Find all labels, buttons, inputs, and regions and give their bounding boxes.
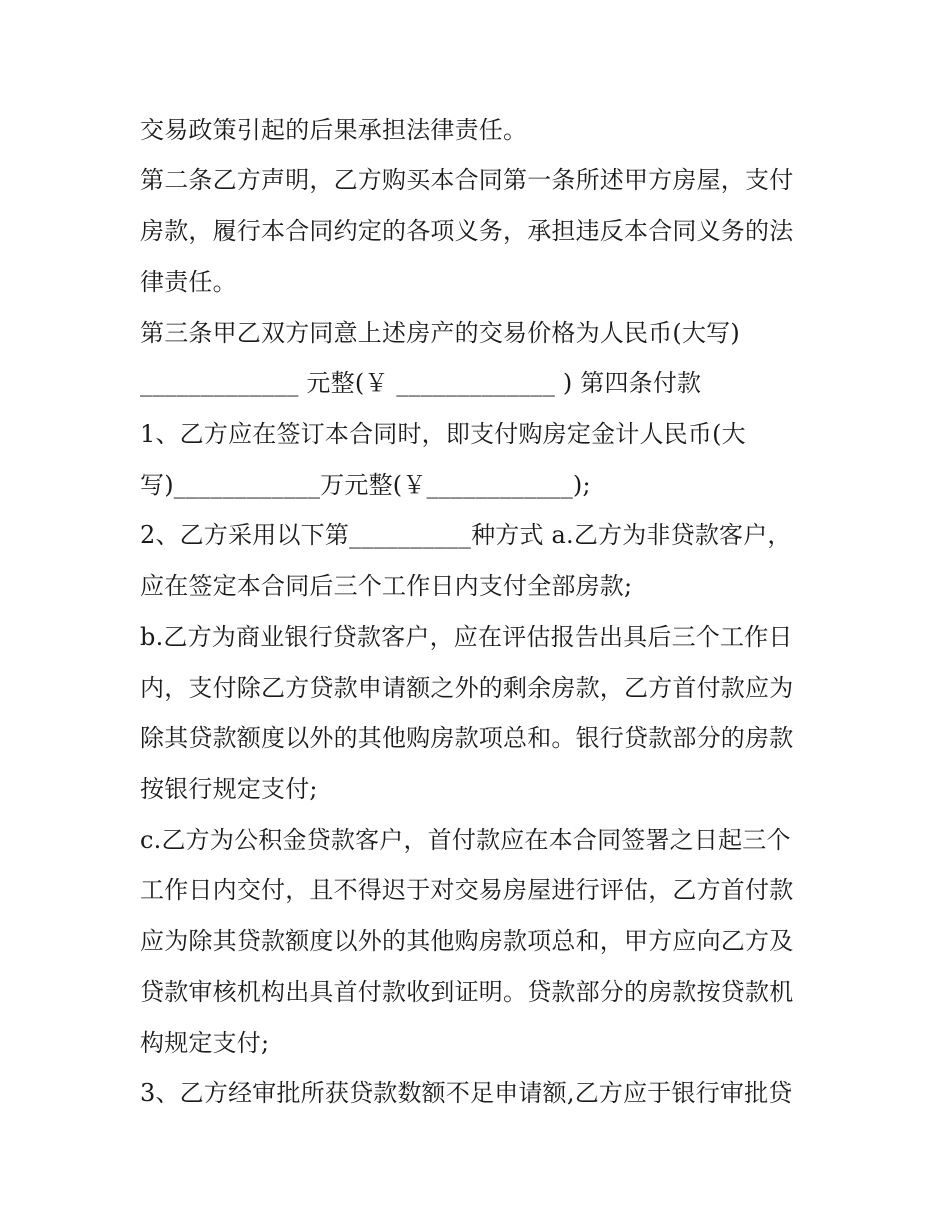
text-line: c.乙方为公积金贷款客户，首付款应在本合同签署之日起三个: [140, 826, 791, 854]
text-line: 3、乙方经审批所获贷款数额不足申请额,乙方应于银行审批贷: [140, 1079, 793, 1107]
text-line: 第二条乙方声明，乙方购买本合同第一条所述甲方房屋，支付: [140, 166, 794, 194]
text-line: 构规定支付;: [140, 1029, 270, 1057]
text-line: 工作日内交付，且不得迟于对交易房屋进行评估，乙方首付款: [140, 876, 794, 904]
text-line: 写)____________万元整(￥____________);: [140, 471, 591, 499]
text-line: 交易政策引起的后果承担法律责任。: [140, 116, 528, 144]
text-line: 内，支付除乙方贷款申请额之外的剩余房款，乙方首付款应为: [140, 674, 794, 702]
text-line: 贷款审核机构出具首付款收到证明。贷款部分的房款按贷款机: [140, 978, 794, 1006]
text-line: 按银行规定支付;: [140, 775, 318, 803]
text-line: b.乙方为商业银行贷款客户，应在评估报告出具后三个工作日: [140, 623, 793, 651]
text-line: 1、乙方应在签订本合同时，即支付购房定金计人民币(大: [140, 420, 746, 448]
text-line: 应在签定本合同后三个工作日内支付全部房款;: [140, 572, 633, 600]
text-line: 房款，履行本合同约定的各项义务，承担违反本合同义务的法: [140, 217, 794, 245]
text-line: 除其贷款额度以外的其他购房款项总和。银行贷款部分的房款: [140, 724, 794, 752]
text-line: 2、乙方采用以下第__________种方式 a.乙方为非贷款客户，: [140, 521, 792, 549]
text-line: 应为除其贷款额度以外的其他购房款项总和，甲方应向乙方及: [140, 927, 794, 955]
text-line: _____________ 元整(￥ _____________ ) 第四条付款: [140, 369, 702, 397]
text-line: 第三条甲乙双方同意上述房产的交易价格为人民币(大写): [140, 319, 740, 347]
text-line: 律责任。: [140, 268, 237, 296]
